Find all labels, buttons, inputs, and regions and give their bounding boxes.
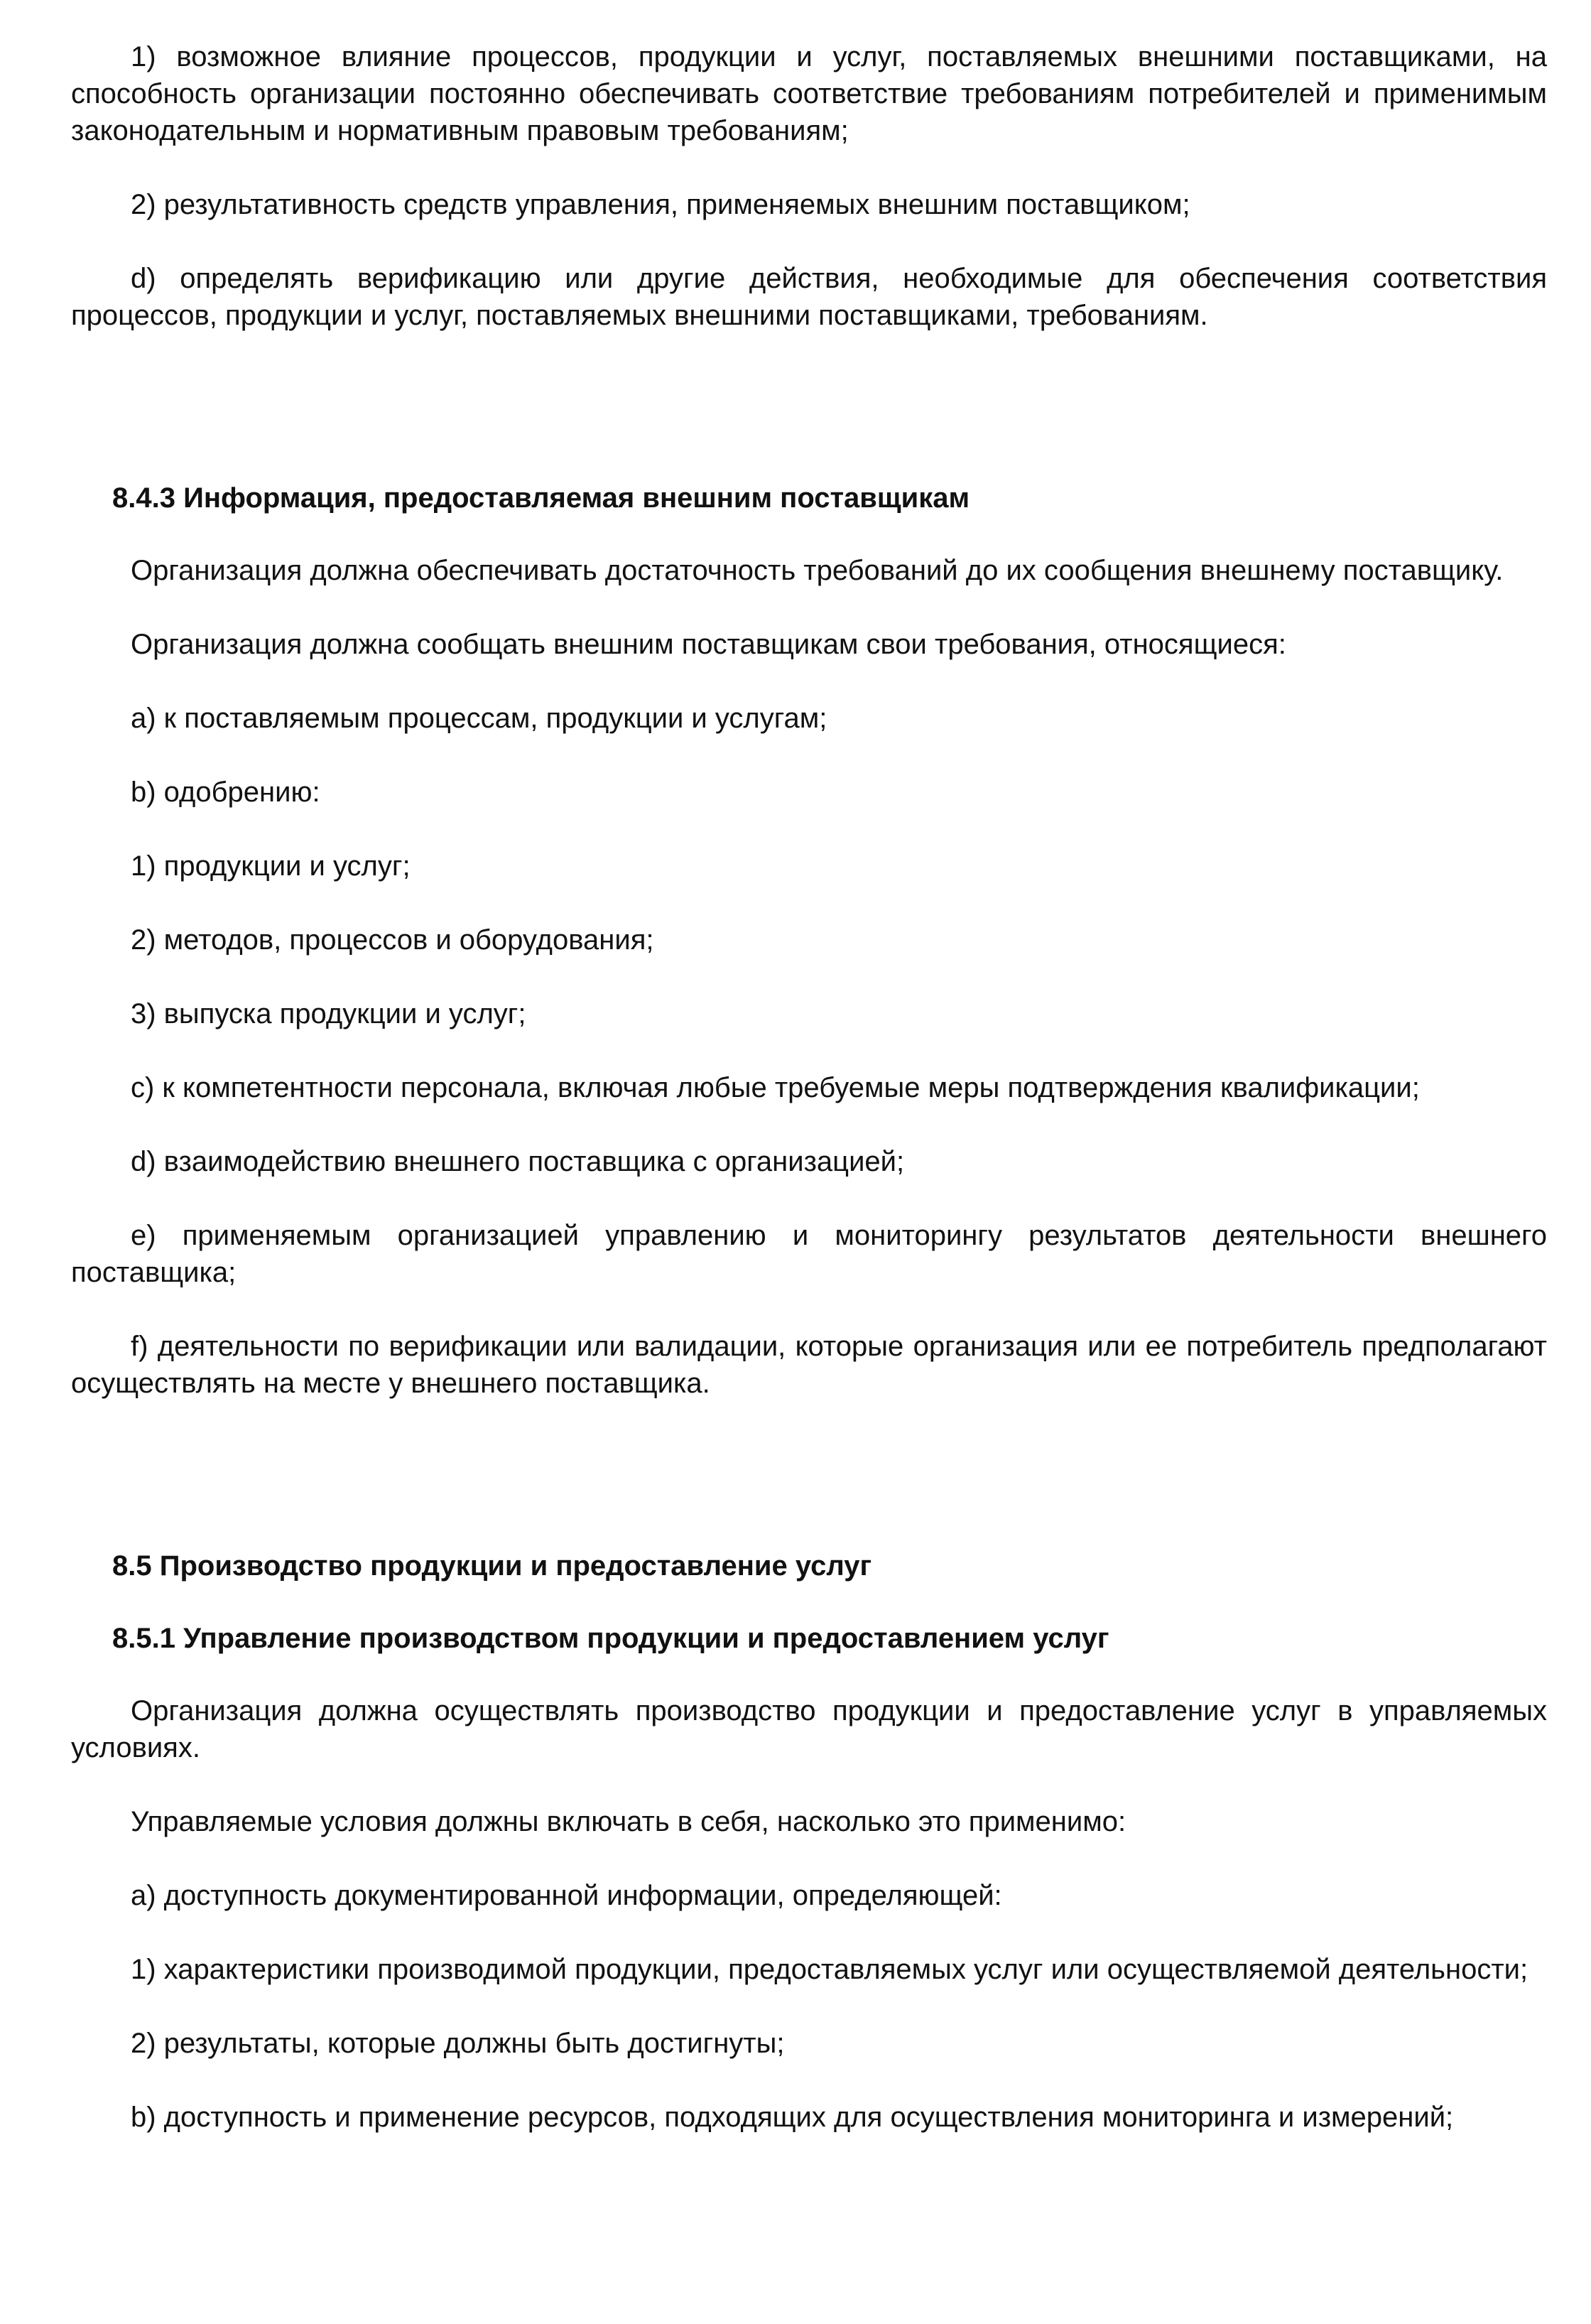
list-item-a1-characteristics: 1) характеристики производимой продукции, предоставляемых услуг или осуществляемой деятельности;: [131, 1954, 1528, 1985]
list-item-a: a) к поставляемым процессам, продукции и услугам;: [131, 703, 827, 734]
list-item-d: d) взаимодействию внешнего поставщика с организацией;: [131, 1146, 905, 1177]
paragraph-supplier-influence: 1) возможное влияние процессов, продукции и услуг, поставляемых внешними поставщиками, на способность организации постоянно обеспечивать соответствие требованиям потребителей и применимым законодательным и нормативным правовым требованиям;: [71, 41, 1547, 146]
list-item-b3: 3) выпуска продукции и услуг;: [131, 998, 526, 1029]
section-heading-8-4-3: 8.4.3 Информация, предоставляемая внешним поставщикам: [112, 482, 970, 514]
paragraph-control-effectiveness: 2) результативность средств управления, применяемых внешним поставщиком;: [131, 189, 1190, 220]
list-item-b-resources: b) доступность и применение ресурсов, подходящих для осуществления мониторинга и измерений;: [131, 2102, 1454, 2133]
document-page: [71, 38, 1547, 2136]
list-item-b1: 1) продукции и услуг;: [131, 850, 411, 882]
list-item-f: f) деятельности по верификации или валидации, которые организация или ее потребитель предполагают осуществлять на месте у внешнего поставщика.: [71, 1331, 1547, 1399]
list-item-a2-results: 2) результаты, которые должны быть достигнуты;: [131, 2028, 785, 2059]
paragraph-controlled-conditions: Организация должна осуществлять производство продукции и предоставление услуг в управляемых условиях.: [71, 1695, 1547, 1763]
list-item-b2: 2) методов, процессов и оборудования;: [131, 924, 654, 956]
list-item-a-documented-info: a) доступность документированной информации, определяющей:: [131, 1880, 1002, 1911]
paragraph-communicate-requirements: Организация должна сообщать внешним поставщикам свои требования, относящиеся:: [131, 629, 1286, 660]
list-item-e: e) применяемым организацией управлению и мониторингу результатов деятельности внешнего поставщика;: [71, 1220, 1547, 1288]
list-item-c: c) к компетентности персонала, включая любые требуемые меры подтверждения квалификации;: [131, 1072, 1420, 1103]
section-heading-8-5-1: 8.5.1 Управление производством продукции и предоставлением услуг: [112, 1623, 1109, 1654]
section-heading-8-5: 8.5 Производство продукции и предоставление услуг: [112, 1550, 872, 1582]
paragraph-requirements-adequacy: Организация должна обеспечивать достаточность требований до их сообщения внешнему поставщику.: [131, 555, 1504, 586]
list-item-b: b) одобрению:: [131, 777, 320, 808]
paragraph-verification: d) определять верификацию или другие действия, необходимые для обеспечения соответствия процессов, продукции и услуг, поставляемых внешними поставщиками, требованиям.: [71, 263, 1547, 331]
paragraph-conditions-include: Управляемые условия должны включать в себя, насколько это применимо:: [131, 1806, 1126, 1837]
